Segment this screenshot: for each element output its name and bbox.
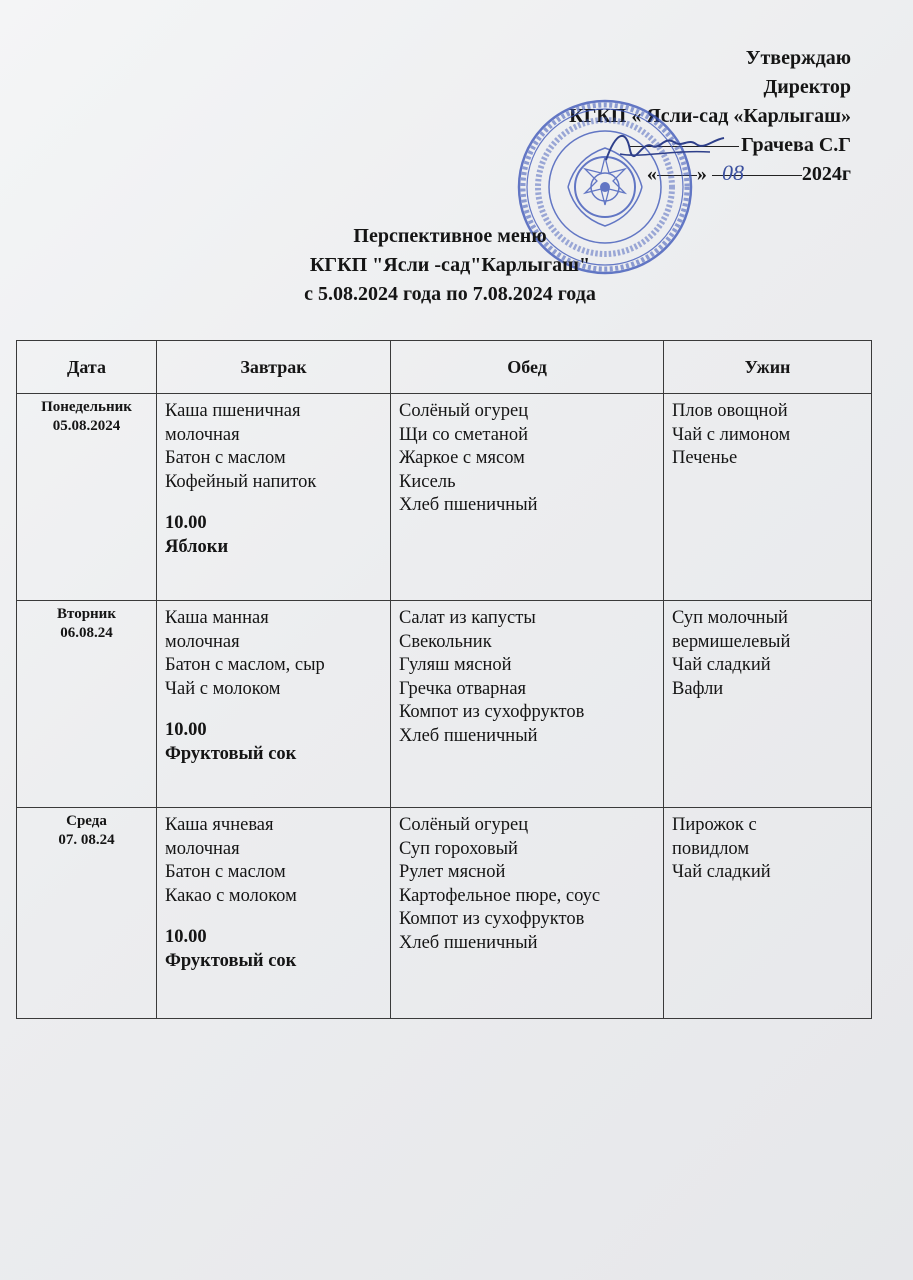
menu-item: Чай с молоком [165, 678, 281, 699]
approval-organization: КГКП « Ясли-сад «Карлыгаш» [569, 105, 851, 127]
menu-item: Хлеб пшеничный [399, 725, 538, 746]
table-row [17, 394, 872, 601]
menu-item: Чай сладкий [672, 862, 771, 882]
table-row [17, 808, 872, 1019]
menu-item: Каша манная [165, 608, 269, 628]
table-row [17, 601, 872, 808]
menu-item: Кисель [399, 471, 456, 492]
menu-item: молочная [165, 424, 240, 445]
date-quote-open: « [646, 163, 657, 185]
director-name: Грачева С.Г [741, 134, 851, 156]
menu-item: Хлеб пшеничный [399, 932, 538, 953]
director-signature [600, 120, 730, 180]
menu-item: Солёный огурец [399, 815, 529, 835]
menu-item: Кофейный напиток [165, 471, 317, 492]
menu-item: Рулет мясной [399, 862, 506, 882]
menu-item: вермишелевый [672, 631, 791, 652]
handwritten-month: 08 [722, 160, 744, 185]
snack-item: Фруктовый сок [165, 743, 297, 764]
document-title [240, 222, 660, 309]
menu-item: Картофельное пюре, соус [399, 885, 601, 906]
menu-item: Чай с лимоном [672, 424, 791, 445]
snack-time: 10.00 [165, 927, 207, 947]
dinner-cell [664, 394, 872, 601]
header-dinner: Ужин [664, 341, 872, 394]
menu-item: Компот из сухофруктов [399, 909, 585, 929]
menu-item: Суп гороховый [399, 838, 518, 859]
title-line-1: Перспективное меню [353, 225, 547, 247]
day-cell [17, 808, 157, 1019]
day-date: 05.08.2024 [52, 418, 121, 434]
menu-item: Каша пшеничная [165, 401, 301, 421]
menu-item: Чай сладкий [672, 655, 771, 675]
snack-item: Яблоки [165, 536, 229, 557]
menu-item: Хлеб пшеничный [399, 495, 538, 515]
day-date: 07. 08.24 [58, 832, 115, 848]
day-name: Вторник [57, 606, 116, 622]
menu-item: Какао с молоком [165, 885, 297, 906]
table-header-row [17, 341, 872, 394]
menu-item: повидлом [672, 838, 750, 859]
menu-item: Плов овощной [672, 401, 788, 421]
menu-item: молочная [165, 838, 240, 859]
dinner-cell [664, 808, 872, 1019]
day-cell [17, 601, 157, 808]
breakfast-cell [157, 394, 391, 601]
lunch-cell [391, 394, 664, 601]
snack-time: 10.00 [165, 513, 207, 533]
menu-item: Жаркое с мясом [399, 448, 525, 468]
menu-item: Салат из капусты [399, 608, 536, 628]
menu-item: Батон с маслом, сыр [165, 655, 325, 675]
menu-item: Щи со сметаной [399, 424, 528, 445]
day-name: Среда [66, 813, 107, 829]
menu-item: Каша ячневая [165, 815, 274, 835]
menu-item: Пирожок с [672, 815, 757, 835]
day-cell [17, 394, 157, 601]
header-date: Дата [17, 341, 157, 394]
header-lunch: Обед [391, 341, 664, 394]
snack-time: 10.00 [165, 720, 207, 740]
menu-table [16, 340, 872, 1019]
dinner-cell [664, 601, 872, 808]
menu-item: Печенье [672, 448, 738, 468]
menu-item: молочная [165, 631, 240, 652]
header-breakfast: Завтрак [157, 341, 391, 394]
breakfast-cell [157, 808, 391, 1019]
menu-item: Батон с маслом [165, 448, 286, 468]
day-date: 06.08.24 [60, 625, 113, 641]
approval-line: Утверждаю [745, 47, 851, 69]
approval-position: Директор [763, 76, 851, 98]
date-quote-close: » [696, 163, 707, 185]
lunch-cell [391, 601, 664, 808]
menu-item: Гречка отварная [399, 678, 527, 699]
breakfast-cell [157, 601, 391, 808]
menu-item: Компот из сухофруктов [399, 702, 585, 722]
snack-item: Фруктовый сок [165, 950, 297, 971]
title-line-2: КГКП "Ясли -сад"Карлыгаш" [309, 254, 591, 276]
menu-item: Гуляш мясной [399, 655, 512, 675]
title-line-3: с 5.08.2024 года по 7.08.2024 года [304, 283, 596, 305]
menu-item: Батон с маслом [165, 862, 286, 882]
menu-item: Суп молочный [672, 608, 788, 628]
approval-year: 2024г [801, 163, 851, 185]
menu-item: Солёный огурец [399, 401, 529, 421]
day-name: Понедельник [41, 399, 132, 415]
lunch-cell [391, 808, 664, 1019]
menu-item: Свекольник [399, 631, 492, 652]
menu-item: Вафли [672, 678, 724, 699]
